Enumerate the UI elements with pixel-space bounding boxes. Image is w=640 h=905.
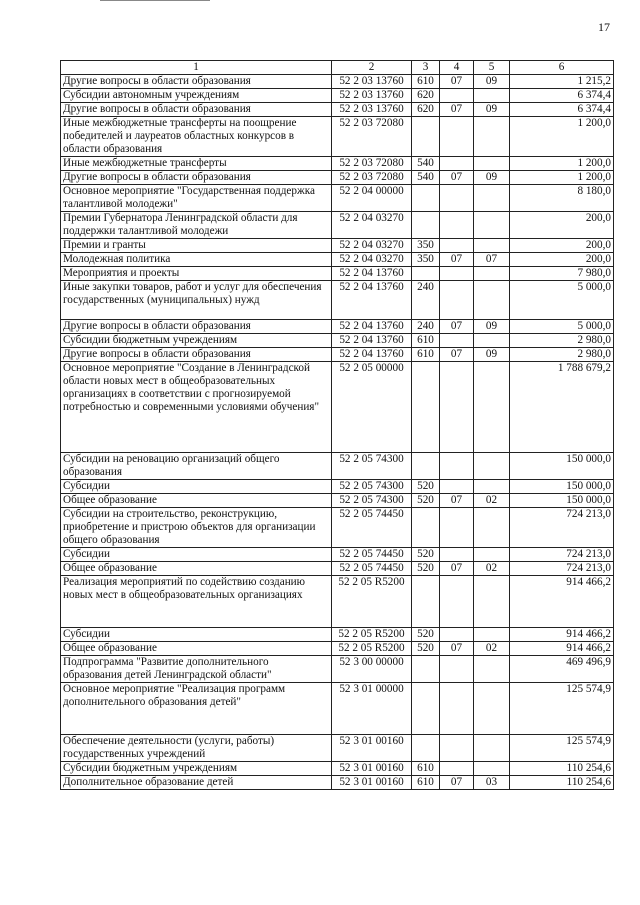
target-code: 52 2 03 72080 — [332, 171, 412, 185]
subsection-code — [474, 212, 510, 239]
subsection-code — [474, 735, 510, 762]
item-name: Общее образование — [61, 642, 332, 656]
table-row — [61, 735, 614, 762]
target-code: 52 2 04 13760 — [332, 334, 412, 348]
target-code: 52 2 03 72080 — [332, 117, 412, 157]
subsection-code: 09 — [474, 75, 510, 89]
item-name: Основное мероприятие "Реализация программ дополнительного образования детей" — [61, 683, 332, 735]
item-name: Другие вопросы в области образования — [61, 103, 332, 117]
amount: 914 466,2 — [510, 576, 614, 628]
table-row — [61, 656, 614, 683]
target-code: 52 2 05 R5200 — [332, 642, 412, 656]
section-code: 07 — [440, 103, 474, 117]
section-code: 07 — [440, 562, 474, 576]
expense-type: 620 — [412, 89, 440, 103]
amount: 150 000,0 — [510, 480, 614, 494]
item-name: Субсидии — [61, 628, 332, 642]
target-code: 52 2 04 13760 — [332, 348, 412, 362]
amount: 2 980,0 — [510, 334, 614, 348]
expense-type: 520 — [412, 480, 440, 494]
table-row — [61, 548, 614, 562]
subsection-code: 02 — [474, 494, 510, 508]
target-code: 52 2 05 74300 — [332, 494, 412, 508]
table-row — [61, 171, 614, 185]
table-row — [61, 334, 614, 348]
expense-type: 610 — [412, 762, 440, 776]
expense-type: 610 — [412, 75, 440, 89]
amount: 110 254,6 — [510, 762, 614, 776]
table-row — [61, 103, 614, 117]
table-row — [61, 253, 614, 267]
item-name: Субсидии бюджетным учреждениям — [61, 762, 332, 776]
item-name: Подпрограмма "Развитие дополнительного образования детей Ленинградской области" — [61, 656, 332, 683]
subsection-code — [474, 362, 510, 453]
amount: 1 200,0 — [510, 171, 614, 185]
subsection-code — [474, 89, 510, 103]
expense-type: 520 — [412, 494, 440, 508]
subsection-code: 03 — [474, 776, 510, 790]
amount: 110 254,6 — [510, 776, 614, 790]
amount: 125 574,9 — [510, 735, 614, 762]
expense-type: 610 — [412, 334, 440, 348]
subsection-code — [474, 185, 510, 212]
section-code: 07 — [440, 642, 474, 656]
amount: 200,0 — [510, 239, 614, 253]
expense-type — [412, 656, 440, 683]
table-row — [61, 562, 614, 576]
subsection-code — [474, 762, 510, 776]
expense-type: 520 — [412, 642, 440, 656]
section-code: 07 — [440, 494, 474, 508]
subsection-code: 09 — [474, 171, 510, 185]
section-code — [440, 185, 474, 212]
item-name: Другие вопросы в области образования — [61, 171, 332, 185]
expense-type: 520 — [412, 562, 440, 576]
table-row — [61, 480, 614, 494]
subsection-code — [474, 267, 510, 281]
item-name: Дополнительное образование детей — [61, 776, 332, 790]
amount: 150 000,0 — [510, 494, 614, 508]
amount: 1 215,2 — [510, 75, 614, 89]
subsection-code — [474, 239, 510, 253]
target-code: 52 2 05 74300 — [332, 480, 412, 494]
target-code: 52 2 05 00000 — [332, 362, 412, 453]
section-code — [440, 117, 474, 157]
section-code: 07 — [440, 75, 474, 89]
amount: 1 788 679,2 — [510, 362, 614, 453]
target-code: 52 2 04 03270 — [332, 212, 412, 239]
subsection-code — [474, 157, 510, 171]
section-code — [440, 212, 474, 239]
item-name: Другие вопросы в области образования — [61, 348, 332, 362]
target-code: 52 3 01 00160 — [332, 776, 412, 790]
column-header: 2 — [332, 61, 412, 75]
target-code: 52 2 05 R5200 — [332, 576, 412, 628]
section-code — [440, 453, 474, 480]
expense-type: 610 — [412, 348, 440, 362]
table-row — [61, 320, 614, 334]
expense-type — [412, 453, 440, 480]
subsection-code — [474, 508, 510, 548]
item-name: Реализация мероприятий по содействию созданию новых мест в общеобразовательных организациях — [61, 576, 332, 628]
item-name: Иные межбюджетные трансферты на поощрение победителей и лауреатов областных конкурсов в области образования — [61, 117, 332, 157]
amount: 6 374,4 — [510, 103, 614, 117]
column-header: 4 — [440, 61, 474, 75]
target-code: 52 2 03 13760 — [332, 89, 412, 103]
scan-edge-line — [100, 0, 210, 1]
table-row — [61, 508, 614, 548]
subsection-code: 09 — [474, 348, 510, 362]
expense-type: 610 — [412, 776, 440, 790]
target-code: 52 2 04 03270 — [332, 253, 412, 267]
item-name: Другие вопросы в области образования — [61, 75, 332, 89]
table-row — [61, 157, 614, 171]
item-name: Общее образование — [61, 562, 332, 576]
item-name: Основное мероприятие "Государственная поддержка талантливой молодежи" — [61, 185, 332, 212]
amount: 2 980,0 — [510, 348, 614, 362]
amount: 724 213,0 — [510, 562, 614, 576]
item-name: Основное мероприятие "Создание в Ленинградской области новых мест в общеобразовательных организациях в соответствии с прогнозируемой потребностью и современными условиями обучения" — [61, 362, 332, 453]
expense-type — [412, 117, 440, 157]
amount: 200,0 — [510, 253, 614, 267]
column-header: 6 — [510, 61, 614, 75]
expense-type: 520 — [412, 628, 440, 642]
table-row — [61, 89, 614, 103]
subsection-code — [474, 683, 510, 735]
table-row — [61, 628, 614, 642]
section-code: 07 — [440, 348, 474, 362]
table-row — [61, 212, 614, 239]
table-row — [61, 576, 614, 628]
target-code: 52 2 04 13760 — [332, 267, 412, 281]
budget-table — [60, 60, 614, 790]
expense-type — [412, 508, 440, 548]
item-name: Субсидии на реновацию организаций общего образования — [61, 453, 332, 480]
amount: 1 200,0 — [510, 117, 614, 157]
target-code: 52 2 04 13760 — [332, 281, 412, 320]
expense-type: 350 — [412, 239, 440, 253]
expense-type: 240 — [412, 320, 440, 334]
target-code: 52 3 01 00160 — [332, 735, 412, 762]
item-name: Иные межбюджетные трансферты — [61, 157, 332, 171]
table-row — [61, 683, 614, 735]
item-name: Субсидии бюджетным учреждениям — [61, 334, 332, 348]
section-code — [440, 576, 474, 628]
section-code — [440, 762, 474, 776]
section-code — [440, 334, 474, 348]
subsection-code: 02 — [474, 642, 510, 656]
section-code — [440, 281, 474, 320]
amount: 8 180,0 — [510, 185, 614, 212]
subsection-code: 07 — [474, 253, 510, 267]
table-row — [61, 348, 614, 362]
subsection-code — [474, 576, 510, 628]
subsection-code — [474, 117, 510, 157]
amount: 914 466,2 — [510, 628, 614, 642]
expense-type — [412, 735, 440, 762]
expense-type — [412, 267, 440, 281]
expense-type — [412, 185, 440, 212]
expense-type — [412, 212, 440, 239]
target-code: 52 2 04 13760 — [332, 320, 412, 334]
section-code — [440, 239, 474, 253]
subsection-code — [474, 453, 510, 480]
item-name: Обеспечение деятельности (услуги, работы) государственных учреждений — [61, 735, 332, 762]
target-code: 52 2 05 74450 — [332, 562, 412, 576]
subsection-code — [474, 656, 510, 683]
section-code — [440, 480, 474, 494]
amount: 724 213,0 — [510, 508, 614, 548]
section-code: 07 — [440, 253, 474, 267]
subsection-code — [474, 334, 510, 348]
amount: 724 213,0 — [510, 548, 614, 562]
amount: 150 000,0 — [510, 453, 614, 480]
section-code — [440, 89, 474, 103]
target-code: 52 2 05 R5200 — [332, 628, 412, 642]
amount: 125 574,9 — [510, 683, 614, 735]
target-code: 52 2 03 72080 — [332, 157, 412, 171]
section-code: 07 — [440, 320, 474, 334]
table-row — [61, 776, 614, 790]
item-name: Общее образование — [61, 494, 332, 508]
section-code — [440, 157, 474, 171]
expense-type: 240 — [412, 281, 440, 320]
expense-type: 520 — [412, 548, 440, 562]
target-code: 52 2 04 03270 — [332, 239, 412, 253]
expense-type: 540 — [412, 157, 440, 171]
item-name: Субсидии — [61, 548, 332, 562]
amount: 1 200,0 — [510, 157, 614, 171]
section-code: 07 — [440, 776, 474, 790]
table-row — [61, 75, 614, 89]
item-name: Премии и гранты — [61, 239, 332, 253]
expense-type — [412, 576, 440, 628]
column-header: 1 — [61, 61, 332, 75]
subsection-code — [474, 480, 510, 494]
item-name: Иные закупки товаров, работ и услуг для обеспечения государственных (муниципальных) нужд — [61, 281, 332, 320]
expense-type — [412, 362, 440, 453]
target-code: 52 2 05 74450 — [332, 548, 412, 562]
table-row — [61, 281, 614, 320]
table-row — [61, 267, 614, 281]
table-row — [61, 239, 614, 253]
item-name: Премии Губернатора Ленинградской области для поддержки талантливой молодежи — [61, 212, 332, 239]
section-code — [440, 735, 474, 762]
section-code — [440, 628, 474, 642]
section-code — [440, 508, 474, 548]
item-name: Молодежная политика — [61, 253, 332, 267]
target-code: 52 2 04 00000 — [332, 185, 412, 212]
section-code — [440, 267, 474, 281]
amount: 914 466,2 — [510, 642, 614, 656]
subsection-code: 02 — [474, 562, 510, 576]
item-name: Субсидии автономным учреждениям — [61, 89, 332, 103]
subsection-code — [474, 548, 510, 562]
subsection-code: 09 — [474, 103, 510, 117]
expense-type — [412, 683, 440, 735]
column-header: 3 — [412, 61, 440, 75]
column-header: 5 — [474, 61, 510, 75]
amount: 6 374,4 — [510, 89, 614, 103]
target-code: 52 2 03 13760 — [332, 75, 412, 89]
target-code: 52 2 05 74300 — [332, 453, 412, 480]
amount: 200,0 — [510, 212, 614, 239]
target-code: 52 3 00 00000 — [332, 656, 412, 683]
expense-type: 620 — [412, 103, 440, 117]
page-number: 17 — [598, 20, 610, 34]
table-row — [61, 117, 614, 157]
section-code: 07 — [440, 171, 474, 185]
table-row — [61, 453, 614, 480]
section-code — [440, 656, 474, 683]
item-name: Другие вопросы в области образования — [61, 320, 332, 334]
table-row — [61, 362, 614, 453]
expense-type: 540 — [412, 171, 440, 185]
table-row — [61, 494, 614, 508]
item-name: Субсидии на строительство, реконструкцию, приобретение и пристрою объектов для организации общего образования — [61, 508, 332, 548]
target-code: 52 3 01 00000 — [332, 683, 412, 735]
target-code: 52 3 01 00160 — [332, 762, 412, 776]
item-name: Мероприятия и проекты — [61, 267, 332, 281]
section-code — [440, 683, 474, 735]
target-code: 52 2 03 13760 — [332, 103, 412, 117]
subsection-code: 09 — [474, 320, 510, 334]
table-header-row — [61, 61, 614, 75]
item-name: Субсидии — [61, 480, 332, 494]
section-code — [440, 362, 474, 453]
subsection-code — [474, 281, 510, 320]
amount: 5 000,0 — [510, 281, 614, 320]
target-code: 52 2 05 74450 — [332, 508, 412, 548]
amount: 469 496,9 — [510, 656, 614, 683]
table-row — [61, 762, 614, 776]
amount: 7 980,0 — [510, 267, 614, 281]
amount: 5 000,0 — [510, 320, 614, 334]
subsection-code — [474, 628, 510, 642]
expense-type: 350 — [412, 253, 440, 267]
table-row — [61, 185, 614, 212]
section-code — [440, 548, 474, 562]
table-row — [61, 642, 614, 656]
